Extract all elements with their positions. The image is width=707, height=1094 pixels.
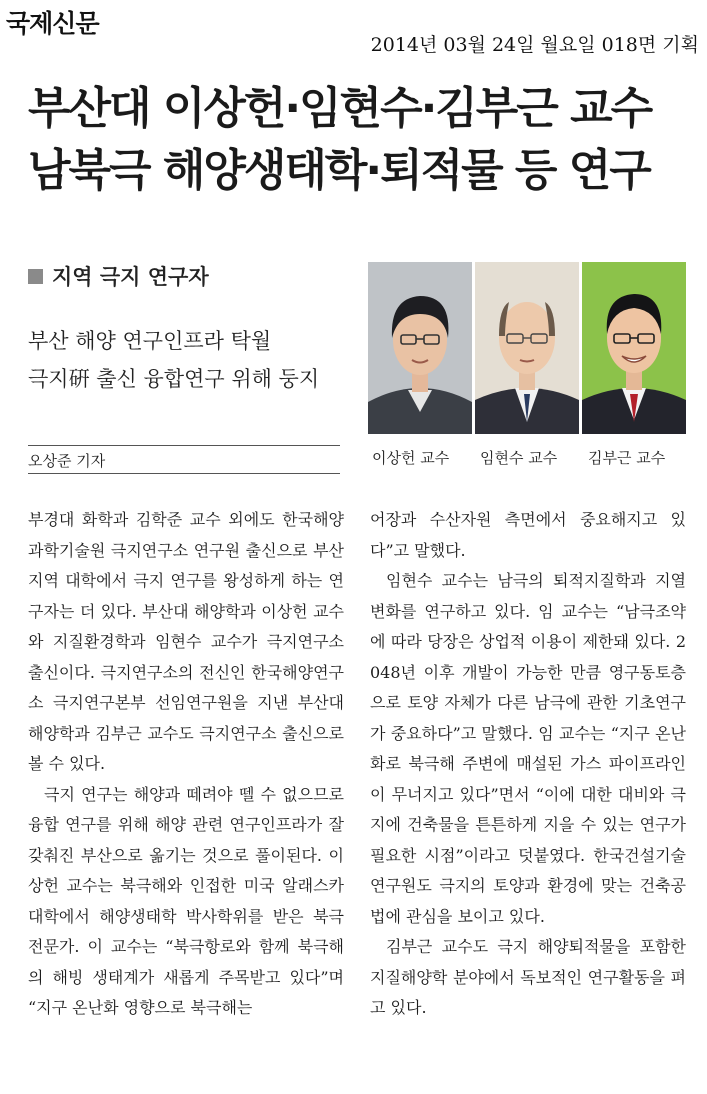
article-paragraph: 임현수 교수는 남극의 퇴적지질학과 지열 변화를 연구하고 있다. 임 교수는 “남극조약에 따라 당장은 상업적 이용이 제한돼 있다. 2048년 이후 개발이 가능한 만큼 영구동토층으로 토양 자체가 다른 남극에 관한 기초연구가 중요하다”고 말했다. 임 교수는 “지구 온난화로 북극해 주변에 매설된 가스 파이프라인이 무너지고 있다”면서 “이에 대한 대비와 극지에 건축물을 튼튼하게 지을 수 있는 연구가 필요한 시점”이라고 덧붙였다. 한국건설기술연구원도 극지의 토양과 환경에 맞는 건축공법에 관심을 보이고 있다.	[370, 571, 686, 926]
article-paragraph: 극지 연구는 해양과 떼려야 뗄 수 없으므로 융합 연구를 위해 해양 관련 연구인프라가 잘 갖춰진 부산으로 옮기는 것으로 풀이된다. 이상헌 교수는 북극해와 인접한 미국 알래스카대학에서 해양생태학 박사학위를 받은 북극 전문가. 이 교수는 “북극항로와 함께 북극해의 해빙 생태계가 새롭게 주목받고 있다”며 “지구 온난화 영향으로 북극해는	[28, 784, 344, 1017]
section-label-text: 지역 극지 연구자	[52, 265, 209, 289]
byline: 오상준 기자	[28, 452, 106, 470]
masthead-logo: 국제신문	[6, 9, 99, 38]
subheadlines	[28, 322, 319, 398]
subheadline-2: 극지硏 출신 융합연구 위해 둥지	[28, 367, 320, 391]
dateline: 2014년 03월 24일 월요일 018면 기획	[370, 34, 699, 56]
headline-line-2: 남북극 해양생태학·퇴적물 등 연구	[28, 145, 650, 196]
portrait-photo-kim	[582, 262, 686, 434]
article-paragraph: 부경대 화학과 김학준 교수 외에도 한국해양과학기술원 극지연구소 연구원 출신으로 부산지역 대학에서 극지 연구를 왕성하게 하는 연구자는 더 있다. 부산대 해양학과 이상헌 교수와 지질환경학과 임현수 교수가 극지연구소 출신이다. 극지연구소의 전신인 한국해양연구소 극지연구본부 선임연구원을 지낸 부산대 해양학과 김부근 교수도 극지연구소 출신으로 볼 수 있다.	[28, 510, 344, 773]
photo-caption-lim: 임현수 교수	[480, 449, 558, 467]
article-column-right	[370, 505, 686, 1024]
subheadline-1: 부산 해양 연구인프라 탁월	[28, 329, 272, 353]
article-paragraph: 김부근 교수도 극지 해양퇴적물을 포함한 지질해양학 분야에서 독보적인 연구활동을 펴고 있다.	[370, 937, 686, 1017]
portrait-photo-lim	[475, 262, 579, 434]
byline-rule-top	[28, 445, 340, 446]
section-label	[28, 261, 209, 291]
byline-rule-bottom	[28, 473, 340, 474]
section-square-icon	[28, 269, 43, 284]
headline-line-1: 부산대 이상헌·임현수·김부근 교수	[28, 83, 652, 134]
photo-caption-lee: 이상헌 교수	[372, 449, 450, 467]
portrait-photos	[368, 262, 686, 434]
headline	[28, 78, 688, 202]
article-paragraph: 어장과 수산자원 측면에서 중요해지고 있다”고 말했다.	[370, 510, 686, 560]
article-column-left	[28, 505, 344, 1024]
portrait-photo-lee	[368, 262, 472, 434]
photo-caption-kim: 김부근 교수	[588, 449, 666, 467]
